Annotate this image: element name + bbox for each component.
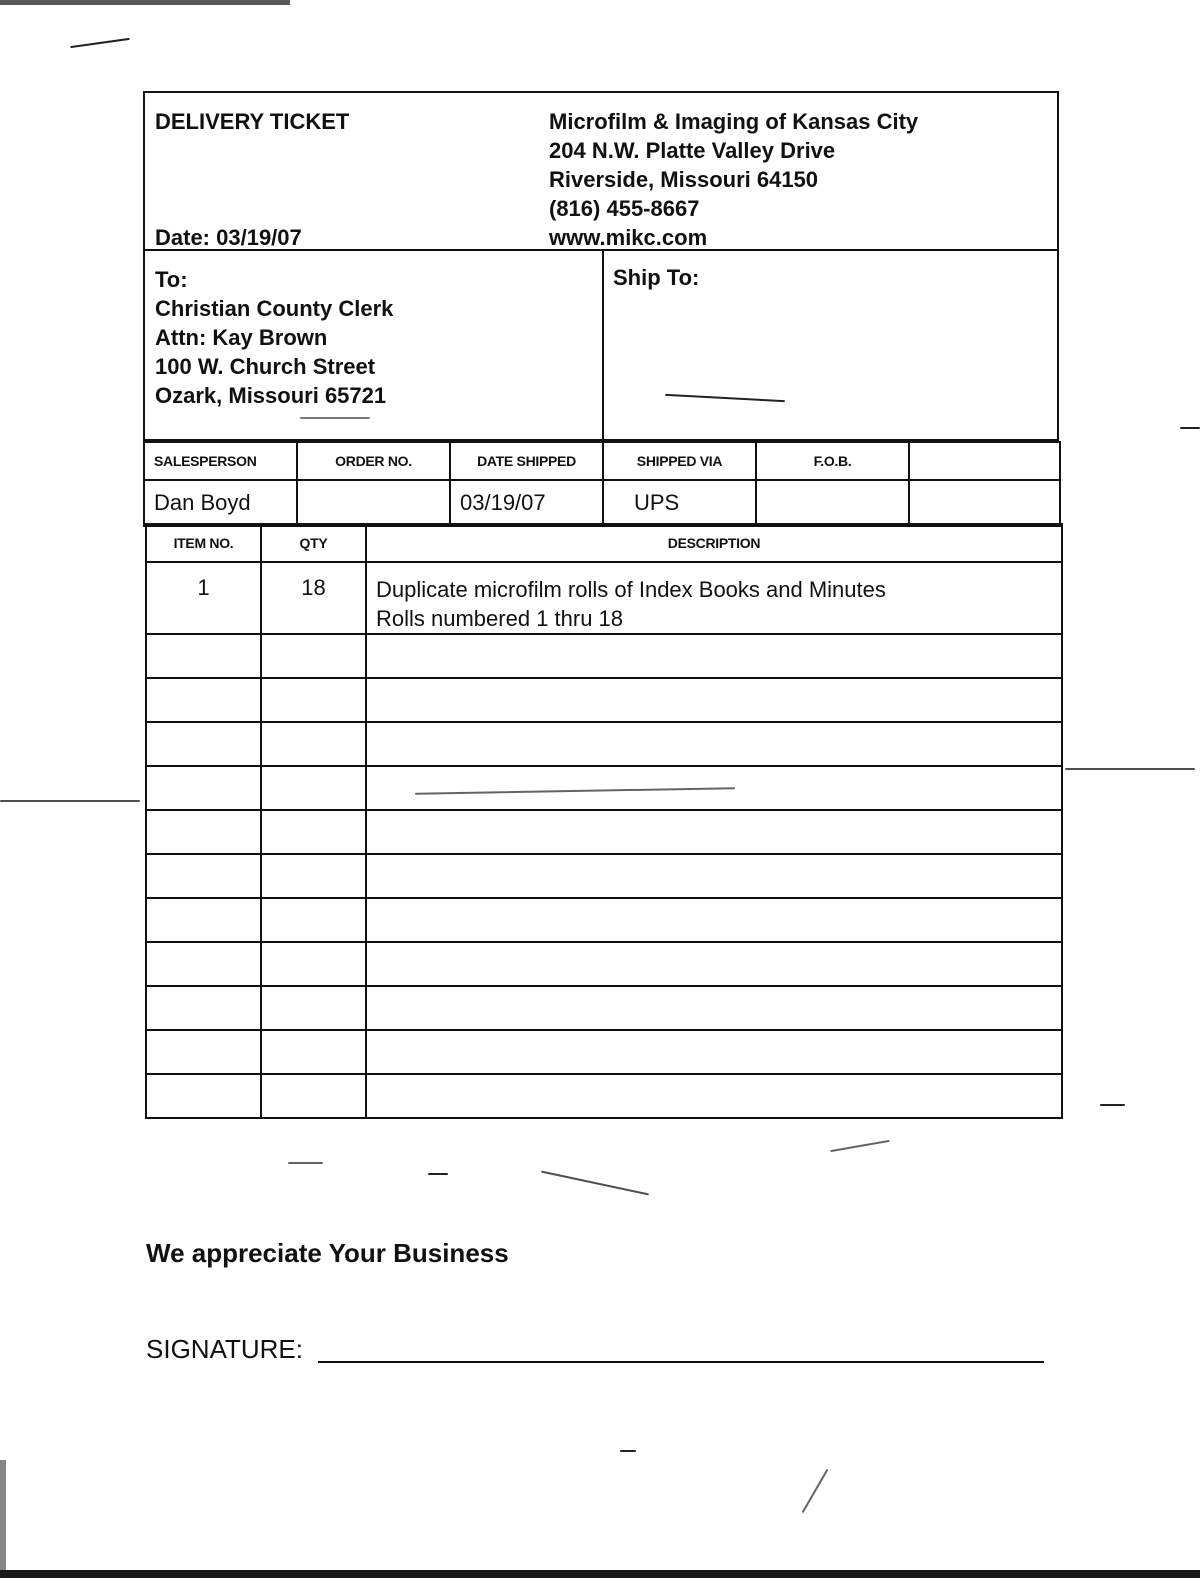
description-cell: [366, 562, 1062, 634]
table-row: [146, 1030, 1062, 1074]
shipment-info-table: [143, 441, 1061, 527]
scan-speck: [541, 1171, 649, 1196]
salesperson-header: SALESPERSON: [144, 442, 297, 480]
scan-speck: [0, 800, 140, 802]
description-header: DESCRIPTION: [366, 524, 1062, 562]
signature-line[interactable]: [318, 1361, 1044, 1363]
table-row: [146, 722, 1062, 766]
qty-header: QTY: [261, 524, 366, 562]
scan-speck: [1180, 427, 1200, 429]
address-divider: [602, 251, 604, 439]
blank-value: [909, 480, 1060, 526]
ticket-header: [143, 91, 1059, 251]
table-row: [146, 1074, 1062, 1118]
to-label: To:: [155, 267, 188, 292]
company-block: [549, 107, 918, 252]
ticket-date: Date: 03/19/07: [155, 225, 302, 250]
scan-speck: [1065, 768, 1195, 770]
date-shipped-header: DATE SHIPPED: [450, 442, 603, 480]
table-row: [146, 562, 1062, 634]
date-shipped-value: 03/19/07: [450, 480, 603, 526]
to-line-2: Attn: Kay Brown: [155, 325, 328, 350]
table-row: [146, 854, 1062, 898]
ticket-title: DELIVERY TICKET: [155, 109, 350, 134]
address-section: [143, 251, 1059, 441]
scan-speck: [830, 1140, 889, 1152]
to-block: [155, 265, 393, 410]
fob-value: [756, 480, 909, 526]
table-row: [146, 678, 1062, 722]
scan-speck: [802, 1469, 829, 1513]
scan-edge-top: [0, 0, 290, 5]
to-line-3: 100 W. Church Street: [155, 354, 376, 379]
table-row: [146, 634, 1062, 678]
table-row: [146, 942, 1062, 986]
salesperson-value: Dan Boyd: [144, 480, 297, 526]
description-line-1: Duplicate microfilm rolls of Index Books and Minutes: [376, 577, 886, 602]
thank-you-message: We appreciate Your Business: [146, 1238, 509, 1268]
scan-speck: [300, 417, 370, 419]
table-row: [146, 898, 1062, 942]
signature-label: SIGNATURE:: [146, 1334, 303, 1364]
scan-edge-bottom: [0, 1570, 1200, 1578]
qty-cell: 18: [261, 562, 366, 634]
items-table: [145, 523, 1063, 1119]
company-city: Riverside, Missouri 64150: [549, 167, 819, 192]
order-no-value: [297, 480, 450, 526]
company-street: 204 N.W. Platte Valley Drive: [549, 138, 836, 163]
scan-speck: [70, 38, 130, 48]
blank-header: [909, 442, 1060, 480]
item-no-header: ITEM NO.: [146, 524, 261, 562]
scan-speck: [1100, 1104, 1125, 1106]
items-header-row: [146, 524, 1062, 562]
table-row: [146, 766, 1062, 810]
to-line-1: Christian County Clerk: [155, 296, 394, 321]
delivery-ticket: [143, 91, 1059, 631]
shipment-header-row: [144, 442, 1060, 480]
scan-speck: [620, 1450, 636, 1452]
shipped-via-header: SHIPPED VIA: [603, 442, 756, 480]
scan-edge-left: [0, 1460, 6, 1578]
fob-header: F.O.B.: [756, 442, 909, 480]
shipped-via-value: UPS: [603, 480, 756, 526]
order-no-header: ORDER NO.: [297, 442, 450, 480]
ship-to-label: Ship To:: [613, 265, 700, 290]
shipment-value-row: [144, 480, 1060, 526]
description-line-2: Rolls numbered 1 thru 18: [376, 606, 624, 631]
item-no-cell: 1: [146, 562, 261, 634]
table-row: [146, 810, 1062, 854]
table-row: [146, 986, 1062, 1030]
scan-speck: [288, 1162, 323, 1164]
company-name: Microfilm & Imaging of Kansas City: [549, 109, 919, 134]
company-phone: (816) 455-8667: [549, 196, 700, 221]
company-web: www.mikc.com: [549, 225, 708, 250]
to-line-4: Ozark, Missouri 65721: [155, 383, 387, 408]
scan-speck: [428, 1173, 448, 1175]
